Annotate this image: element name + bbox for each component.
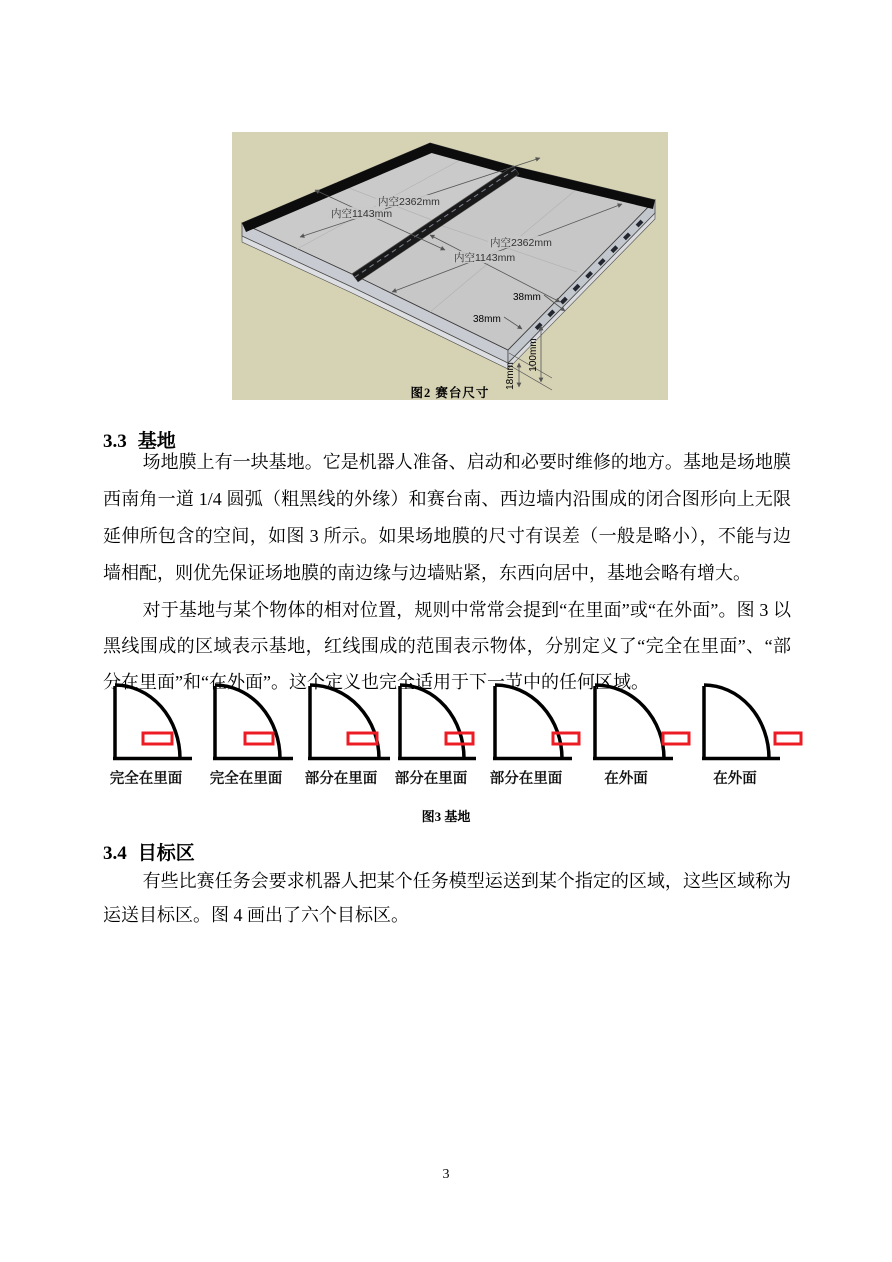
quarter-circle-diagram (593, 683, 697, 763)
dim-left-length: 内空2362mm (378, 196, 440, 208)
figure-table-dimensions (232, 132, 668, 400)
quarter-circle-diagram (702, 683, 806, 763)
table-3d-drawing (232, 132, 668, 400)
object-rect (143, 733, 172, 744)
quarter-circle-diagram (213, 683, 317, 763)
object-rect (663, 733, 689, 744)
diagram-label: 部分在里面 (394, 771, 468, 787)
paragraph: 对于基地与某个物体的相对位置，规则中常常会提到“在里面”或“在外面”。图 3 以黑线围成的区域表示基地，红线围成的范围表示物体，分别定义了“完全在里面”、“部分在里面”和“在外面”。这个定义也完全适用于下一节中的任何区域。 (103, 600, 791, 692)
page-number: 3 (442, 1167, 450, 1182)
diagram-label: 完全在里面 (109, 771, 183, 787)
paragraph: 有些比赛任务会要求机器人把某个任务模型运送到某个指定的区域，这些区域称为运送目标区。图 4 画出了六个目标区。 (103, 871, 791, 925)
object-rect (775, 733, 801, 744)
dim-wall-bottom: 38mm (473, 314, 501, 325)
diagram-label: 在外面 (604, 771, 648, 787)
quarter-circle-diagram (398, 683, 502, 763)
section-number: 3.3 (103, 431, 127, 452)
dim-right-width: 内空1143mm (454, 252, 516, 264)
section-title: 目标区 (137, 843, 195, 864)
section-title: 基地 (137, 431, 176, 452)
dim-frame-height: 100mm (528, 338, 539, 372)
object-rect (348, 733, 377, 744)
diagram-label: 完全在里面 (209, 771, 283, 787)
dim-left-width: 内空1143mm (331, 208, 393, 220)
dim-board-thickness: 18mm (505, 362, 516, 390)
quarter-circle-diagram (113, 683, 217, 763)
paragraph: 场地膜上有一块基地。它是机器人准备、启动和必要时维修的地方。基地是场地膜西南角一道 1/4 圆弧（粗黑线的外缘）和赛台南、西边墙内沿围成的闭合图形向上无限延伸所包含的空间，如图 3 所示。如果场地膜的尺寸有误差（一般是略小），不能与边墙相配，则优先保证场地膜的南边缘与边墙贴紧，东西向居中，基地会略有增大。 (103, 452, 791, 583)
figure2-caption: 图2 赛台尺寸 (410, 386, 490, 400)
dim-wall-top: 38mm (513, 292, 541, 303)
quarter-circle-diagram (493, 683, 597, 763)
diagram-label: 部分在里面 (304, 771, 378, 787)
dim-right-length: 内空2362mm (490, 237, 552, 249)
figure3-caption: 图3 基地 (421, 809, 471, 824)
diagram-label: 在外面 (713, 771, 757, 787)
section-number: 3.4 (103, 843, 127, 864)
object-rect (245, 733, 273, 744)
diagram-label: 部分在里面 (489, 771, 563, 787)
section-3-4-heading (103, 838, 195, 865)
quarter-circle-diagram (308, 683, 412, 763)
